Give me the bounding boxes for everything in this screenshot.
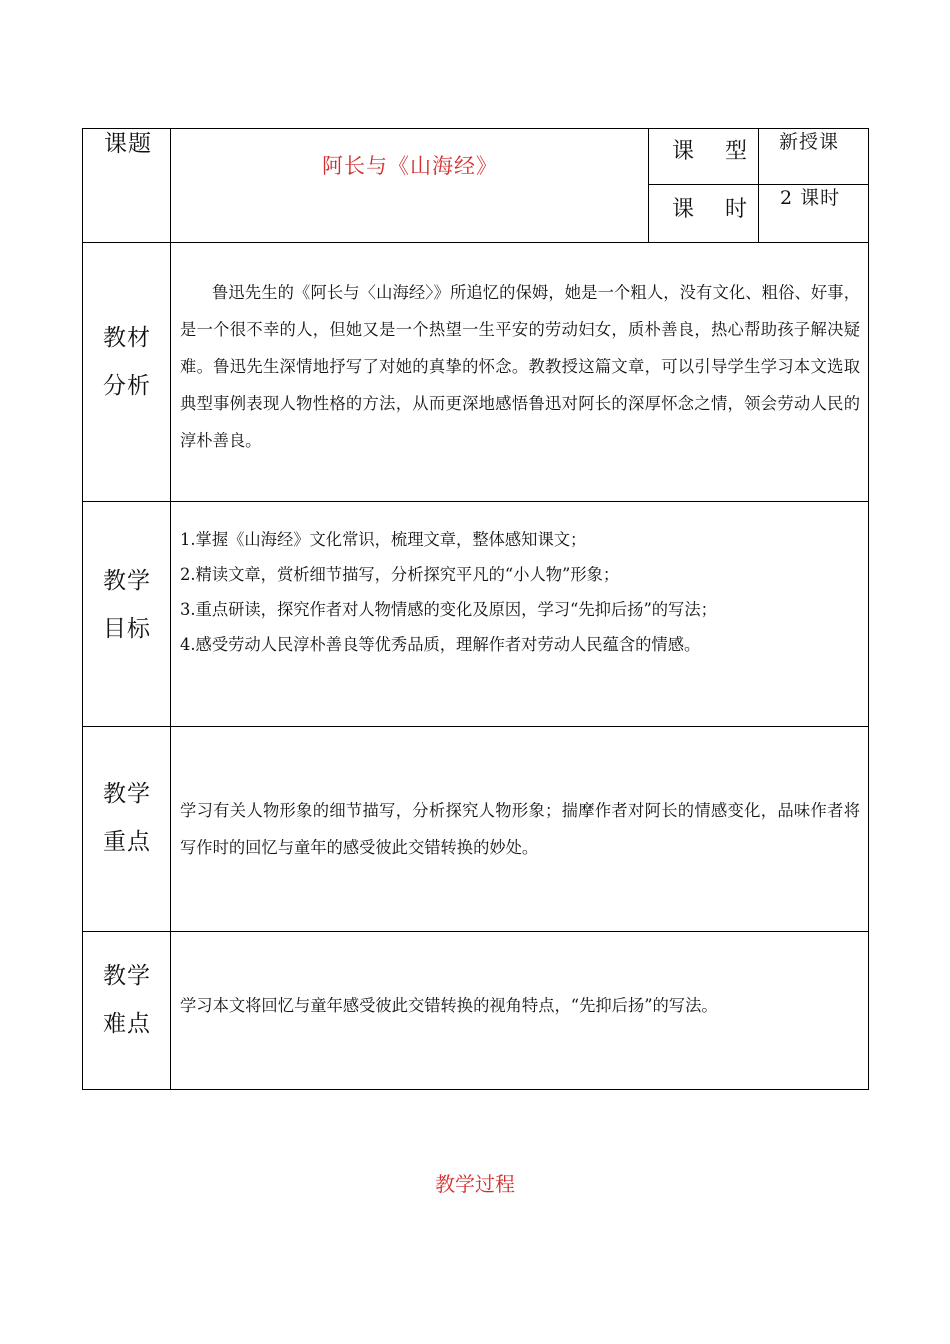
type-value: 新授课 xyxy=(779,131,840,153)
table-border xyxy=(82,128,869,129)
difficulties-label-line1: 教学 xyxy=(103,963,151,989)
key-points-text: 学习有关人物形象的细节描写，分析探究人物形象；揣摩作者对阿长的情感变化，品味作者将写作时的回忆与童年的感受彼此交错转换的妙处。 xyxy=(180,801,860,857)
goals-label-line1: 教学 xyxy=(103,568,151,594)
hours-label: 课 时 xyxy=(672,197,759,222)
table-border xyxy=(82,726,869,727)
table-border xyxy=(868,128,869,1090)
table-border xyxy=(170,128,171,1090)
table-border xyxy=(82,501,869,502)
type-label: 课 型 xyxy=(672,139,759,164)
analysis-label-line2: 分析 xyxy=(103,373,151,399)
goal-item-2: 2.精读文章，赏析细节描写，分析探究平凡的“小人物”形象； xyxy=(180,565,620,584)
goal-item-3: 3.重点研读，探究作者对人物情感的变化及原因，学习“先抑后扬”的写法； xyxy=(180,600,717,619)
goals-label xyxy=(103,557,151,653)
difficulties-label-line2: 难点 xyxy=(103,1011,151,1037)
goal-item-4: 4.感受劳动人民淳朴善良等优秀品质，理解作者对劳动人民蕴含的情感。 xyxy=(180,635,701,654)
goals-list xyxy=(180,522,864,662)
goals-label-line2: 目标 xyxy=(103,616,151,642)
difficulties-label xyxy=(103,952,151,1048)
table-border xyxy=(82,128,83,1090)
difficulties-text: 学习本文将回忆与童年感受彼此交错转换的视角特点，“先抑后扬”的写法。 xyxy=(180,996,718,1015)
analysis-label-line1: 教材 xyxy=(103,325,151,351)
table-border xyxy=(82,242,869,243)
table-border xyxy=(82,1089,869,1090)
analysis-label xyxy=(103,314,151,410)
key-points-label xyxy=(103,770,151,866)
lesson-title: 阿长与《山海经》 xyxy=(322,154,498,178)
table-border xyxy=(82,931,869,932)
hours-value: 2 课时 xyxy=(780,187,841,209)
section-heading: 教学过程 xyxy=(435,1172,515,1196)
goal-item-1: 1.掌握《山海经》文化常识，梳理文章，整体感知课文； xyxy=(180,530,587,549)
key-points-label-line2: 重点 xyxy=(103,829,151,855)
topic-label: 课题 xyxy=(104,131,152,157)
key-points-label-line1: 教学 xyxy=(103,781,151,807)
table-border xyxy=(648,128,649,243)
analysis-text: 鲁迅先生的《阿长与〈山海经〉》所追忆的保姆，她是一个粗人，没有文化、粗俗、好事，是一个很不幸的人，但她又是一个热望一生平安的劳动妇女，质朴善良，热心帮助孩子解决疑难。鲁迅先生深情地抒写了对她的真挚的怀念。教教授这篇文章，可以引导学生学习本文选取典型事例表现人物性格的方法，从而更深地感悟鲁迅对阿长的深厚怀念之情，领会劳动人民的淳朴善良。 xyxy=(180,283,860,450)
